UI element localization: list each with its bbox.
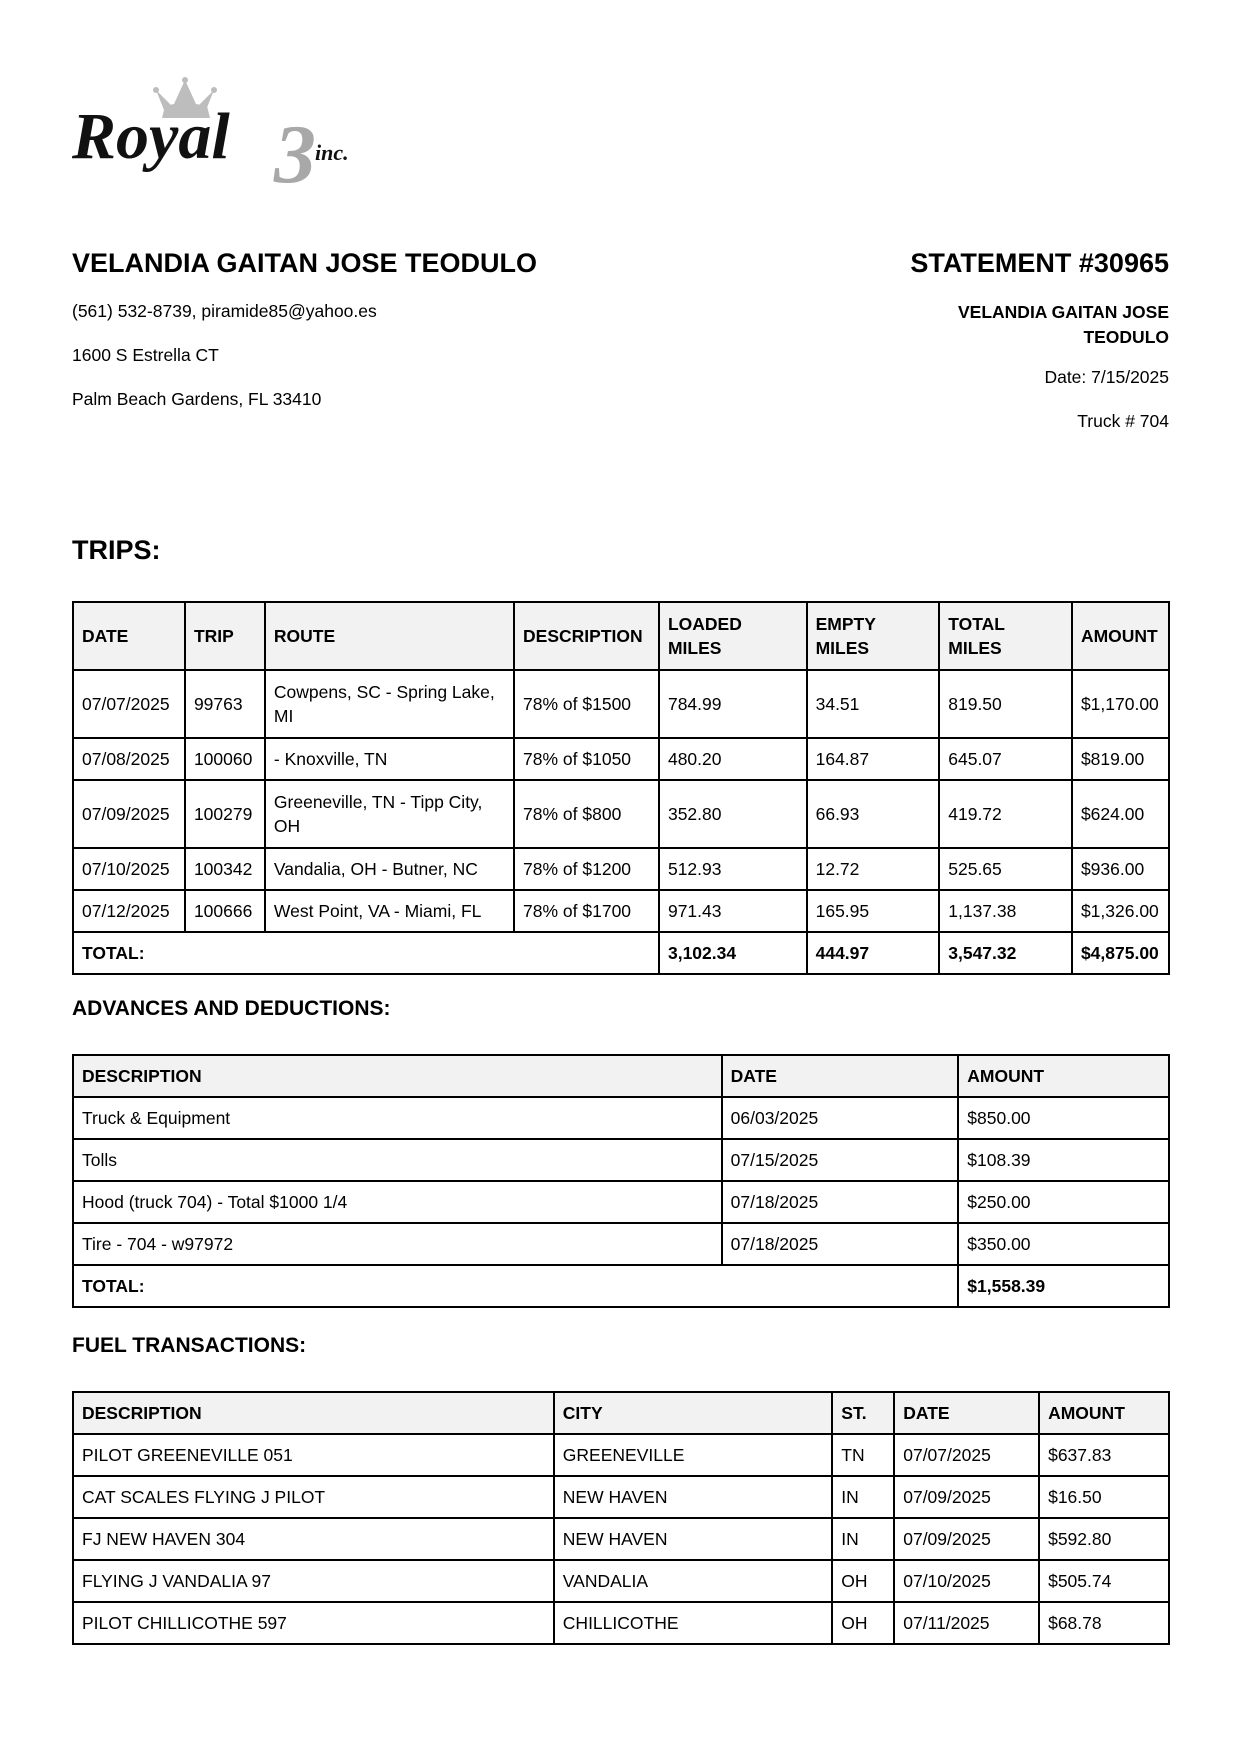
table-cell: FLYING J VANDALIA 97 [73, 1560, 554, 1602]
table-cell: 971.43 [659, 890, 807, 932]
table-cell: 07/15/2025 [722, 1139, 959, 1181]
table-cell: 78% of $1700 [514, 890, 659, 932]
table-cell: IN [832, 1476, 894, 1518]
table-cell: 07/10/2025 [73, 848, 185, 890]
table-row [73, 1181, 1169, 1223]
table-cell: $637.83 [1039, 1434, 1169, 1476]
table-row [73, 738, 1169, 780]
table-cell: 07/07/2025 [894, 1434, 1039, 1476]
table-cell: Tolls [73, 1139, 722, 1181]
table-cell: $250.00 [958, 1181, 1169, 1223]
statement-title: STATEMENT #30965 [910, 248, 1169, 278]
total-value: 444.97 [807, 932, 940, 974]
statement-driver-name: VELANDIA GAITAN JOSE TEODULO [958, 302, 1169, 347]
table-cell: IN [832, 1518, 894, 1560]
fuel-header-row [73, 1392, 1169, 1434]
table-cell: 07/07/2025 [73, 670, 185, 738]
table-row [73, 848, 1169, 890]
table-cell: PILOT CHILLICOTHE 597 [73, 1602, 554, 1644]
table-cell: Tire - 704 - w97972 [73, 1223, 722, 1265]
trips-header-row [73, 602, 1169, 670]
table-cell: Vandalia, OH - Butner, NC [265, 848, 514, 890]
svg-text:3: 3 [274, 108, 316, 191]
column-header: AMOUNT [1039, 1392, 1169, 1434]
advances-header-row [73, 1055, 1169, 1097]
table-cell: 164.87 [807, 738, 940, 780]
table-row [73, 780, 1169, 848]
table-cell: 66.93 [807, 780, 940, 848]
table-cell: 99763 [185, 670, 265, 738]
statement-date: Date: 7/15/2025 [1044, 367, 1169, 387]
table-cell: Hood (truck 704) - Total $1000 1/4 [73, 1181, 722, 1223]
table-cell: - Knoxville, TN [265, 738, 514, 780]
advances-title: ADVANCES AND DEDUCTIONS: [72, 997, 391, 1020]
table-cell: 419.72 [939, 780, 1072, 848]
column-header: LOADED MILES [659, 602, 807, 670]
table-cell: NEW HAVEN [554, 1518, 833, 1560]
table-cell: 78% of $1050 [514, 738, 659, 780]
table-row [73, 1602, 1169, 1644]
table-cell: 34.51 [807, 670, 940, 738]
total-label: TOTAL: [73, 1265, 958, 1307]
table-cell: 12.72 [807, 848, 940, 890]
statement-truck: Truck # 704 [1077, 411, 1169, 431]
driver-info [72, 246, 537, 432]
trips-title: TRIPS: [72, 535, 161, 565]
table-cell: 07/11/2025 [894, 1602, 1039, 1644]
table-cell: TN [832, 1434, 894, 1476]
table-cell: 525.65 [939, 848, 1072, 890]
table-cell: 78% of $800 [514, 780, 659, 848]
table-cell: 07/08/2025 [73, 738, 185, 780]
column-header: DESCRIPTION [514, 602, 659, 670]
table-cell: 1,137.38 [939, 890, 1072, 932]
table-row [73, 1518, 1169, 1560]
table-cell: VANDALIA [554, 1560, 833, 1602]
table-cell: $505.74 [1039, 1560, 1169, 1602]
table-cell: $936.00 [1072, 848, 1169, 890]
table-row [73, 890, 1169, 932]
table-cell: 78% of $1500 [514, 670, 659, 738]
driver-address-line1: 1600 S Estrella CT [72, 345, 219, 365]
table-row [73, 1097, 1169, 1139]
column-header: TRIP [185, 602, 265, 670]
total-value: 3,547.32 [939, 932, 1072, 974]
table-row [73, 670, 1169, 738]
table-cell: Greeneville, TN - Tipp City, OH [265, 780, 514, 848]
table-cell: 78% of $1200 [514, 848, 659, 890]
total-value: 3,102.34 [659, 932, 807, 974]
table-cell: 07/18/2025 [722, 1223, 959, 1265]
table-cell: $1,326.00 [1072, 890, 1169, 932]
column-header: TOTAL MILES [939, 602, 1072, 670]
table-cell: 100279 [185, 780, 265, 848]
table-cell: 352.80 [659, 780, 807, 848]
fuel-table [72, 1391, 1170, 1645]
table-cell: 06/03/2025 [722, 1097, 959, 1139]
table-row [73, 1223, 1169, 1265]
table-cell: $68.78 [1039, 1602, 1169, 1644]
driver-contact: (561) 532-8739, piramide85@yahoo.es [72, 301, 377, 321]
table-cell: $108.39 [958, 1139, 1169, 1181]
column-header: DESCRIPTION [73, 1055, 722, 1097]
table-cell: $350.00 [958, 1223, 1169, 1265]
table-row [73, 1476, 1169, 1518]
table-cell: 07/09/2025 [894, 1476, 1039, 1518]
table-cell: 100060 [185, 738, 265, 780]
column-header: ROUTE [265, 602, 514, 670]
table-cell: $16.50 [1039, 1476, 1169, 1518]
fuel-title: FUEL TRANSACTIONS: [72, 1334, 307, 1357]
column-header: CITY [554, 1392, 833, 1434]
statement-info [899, 246, 1169, 454]
column-header: AMOUNT [958, 1055, 1169, 1097]
column-header: DATE [73, 602, 185, 670]
trips-table [72, 601, 1170, 975]
table-cell: 100666 [185, 890, 265, 932]
table-cell: 480.20 [659, 738, 807, 780]
royal-3-inc-logo [72, 76, 382, 191]
table-cell: CAT SCALES FLYING J PILOT [73, 1476, 554, 1518]
table-cell: 784.99 [659, 670, 807, 738]
table-row [73, 1560, 1169, 1602]
table-cell: $1,170.00 [1072, 670, 1169, 738]
table-cell: NEW HAVEN [554, 1476, 833, 1518]
column-header: DATE [722, 1055, 959, 1097]
table-cell: Cowpens, SC - Spring Lake, MI [265, 670, 514, 738]
table-cell: 07/18/2025 [722, 1181, 959, 1223]
table-cell: 100342 [185, 848, 265, 890]
column-header: DESCRIPTION [73, 1392, 554, 1434]
driver-name: VELANDIA GAITAN JOSE TEODULO [72, 248, 538, 278]
table-cell: PILOT GREENEVILLE 051 [73, 1434, 554, 1476]
table-row [73, 1434, 1169, 1476]
table-cell: 645.07 [939, 738, 1072, 780]
table-cell: 07/10/2025 [894, 1560, 1039, 1602]
advances-total-row [73, 1265, 1169, 1307]
table-cell: $819.00 [1072, 738, 1169, 780]
table-cell: 819.50 [939, 670, 1072, 738]
svg-text:Royal: Royal [72, 100, 230, 173]
column-header: AMOUNT [1072, 602, 1169, 670]
column-header: EMPTY MILES [807, 602, 940, 670]
driver-address-line2: Palm Beach Gardens, FL 33410 [72, 389, 322, 409]
table-cell: $850.00 [958, 1097, 1169, 1139]
trips-total-row [73, 932, 1169, 974]
table-cell: CHILLICOTHE [554, 1602, 833, 1644]
table-cell: OH [832, 1602, 894, 1644]
table-cell: Truck & Equipment [73, 1097, 722, 1139]
total-label: TOTAL: [73, 932, 659, 974]
column-header: DATE [894, 1392, 1039, 1434]
table-cell: 165.95 [807, 890, 940, 932]
table-cell: $592.80 [1039, 1518, 1169, 1560]
total-value: $4,875.00 [1072, 932, 1169, 974]
table-cell: $624.00 [1072, 780, 1169, 848]
table-cell: 512.93 [659, 848, 807, 890]
advances-table [72, 1054, 1170, 1308]
table-cell: 07/09/2025 [894, 1518, 1039, 1560]
column-header: ST. [832, 1392, 894, 1434]
table-cell: West Point, VA - Miami, FL [265, 890, 514, 932]
table-cell: OH [832, 1560, 894, 1602]
table-cell: FJ NEW HAVEN 304 [73, 1518, 554, 1560]
svg-text:inc.: inc. [315, 140, 349, 165]
table-cell: 07/12/2025 [73, 890, 185, 932]
table-row [73, 1139, 1169, 1181]
table-cell: 07/09/2025 [73, 780, 185, 848]
total-value: $1,558.39 [958, 1265, 1169, 1307]
table-cell: GREENEVILLE [554, 1434, 833, 1476]
